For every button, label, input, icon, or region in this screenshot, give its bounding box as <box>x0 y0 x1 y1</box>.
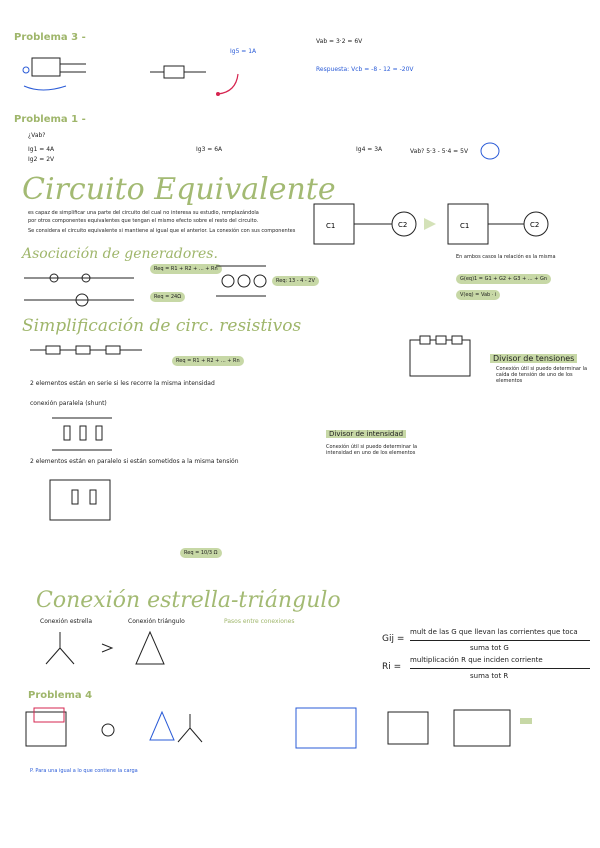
formula-gij-line <box>410 640 590 641</box>
formula-ri-label: Ri = <box>382 662 402 672</box>
intro-line-2: por otros componentes equivalentes que tengan el mismo efecto sobre el resto del circuito. <box>28 218 259 224</box>
eq-g-parallel: G(eq)1 = G1 + G2 + G3 + ... + Gn <box>456 274 551 284</box>
p1-ig4: Ig4 = 3A <box>356 146 383 153</box>
p1-ig2: Ig2 = 2V <box>28 156 55 163</box>
p1-ig1: Ig1 = 4A <box>28 146 55 153</box>
title-asociacion: Asociación de generadores. <box>22 246 218 262</box>
label-pasos: Pasos entre conexiones <box>224 618 295 625</box>
series-resistors <box>30 340 150 370</box>
generators-parallel <box>214 262 274 302</box>
eq-req-10-3: Req = 10/3 Ω <box>180 548 222 558</box>
svg-text:C1: C1 <box>460 222 470 230</box>
p1-result-circle <box>480 142 500 160</box>
p3-ig5: Ig5 = 1A <box>230 48 257 55</box>
p3-subcircuit <box>150 62 210 86</box>
parallel-title: conexión paralela (shunt) <box>30 400 107 407</box>
p4-note: P. Para una igual a lo que contiene la carga <box>30 768 138 774</box>
star-delta-diagram <box>40 630 180 670</box>
p1-question: ¿Vab? <box>28 132 46 139</box>
title-conexion: Conexión estrella-triángulo <box>36 588 341 613</box>
eq-serie-gen: Req = R1 + R2 + ... + Rn <box>150 264 222 274</box>
title-divisor-tension: Divisor de tensiones <box>490 354 577 363</box>
divider-circuit <box>406 336 476 380</box>
circuit-p3 <box>22 50 102 100</box>
p1-ig3: Ig3 = 6A <box>196 146 223 153</box>
label-estrella: Conexión estrella <box>40 618 93 625</box>
p3-answer: Vab = 3·2 = 6V <box>316 38 363 45</box>
both-cases-note: En ambos casos la relación es la misma <box>456 254 556 260</box>
formula-ri-num: multiplicación R que inciden corriente <box>410 656 543 664</box>
section-problema-3: Problema 3 - <box>14 32 86 43</box>
p3-arrow <box>214 72 244 102</box>
parallel-note: 2 elementos están en paralelo si están sometidos a la misma tensión <box>30 458 239 465</box>
section-problema-4: Problema 4 <box>28 690 93 701</box>
title-circuito-equivalente: Circuito Equivalente <box>22 172 336 207</box>
formula-gij-den: suma tot G <box>470 644 509 652</box>
divisor-intensidad-note: Conexión útil si puedo determinar la intensidad en uno de los elementos <box>326 444 418 456</box>
generators-series <box>24 270 144 310</box>
formula-ri-den: suma tot R <box>470 672 509 680</box>
intro-line-3: Se considera el circuito equivalente si mantiene al igual que el anterior. La conexión con sus componentes <box>28 228 296 234</box>
eq-v-eq: V(eq) = Vab · i <box>456 290 500 300</box>
equivalent-diagram <box>312 196 582 256</box>
formula-gij-num: mult de las G que llevan las corrientes que toca <box>410 628 578 636</box>
p3-response: Respuesta: Vcb = -8 - 12 = -20V <box>316 66 414 73</box>
p4-circuits <box>20 704 590 754</box>
divisor-tension-note: Conexión útil si puedo determinar la caída de tensión de uno de los elementos <box>496 366 588 384</box>
series-note: 2 elementos están en serie si les recorre la misma intensidad <box>30 380 215 387</box>
parallel-resistors <box>50 414 120 454</box>
svg-text:C1: C1 <box>326 222 336 230</box>
mixed-circuit <box>40 476 120 526</box>
formula-gij-label: Gij = <box>382 634 405 644</box>
label-triangulo: Conexión triángulo <box>128 618 185 625</box>
section-problema-1: Problema 1 - <box>14 114 86 125</box>
eq-req-serie: Req = R1 + R2 + ... + Rn <box>172 356 244 366</box>
p1-result: Vab? 5·3 - 5·4 = 5V <box>410 148 469 155</box>
formula-ri-line <box>410 668 590 669</box>
svg-text:C2: C2 <box>530 221 540 229</box>
intro-line-1: es capaz de simplificar una parte del circuito del cual no interesa su estudio, remplazándola <box>28 210 259 216</box>
eq-req-24: Req = 24Ω <box>150 292 185 302</box>
title-divisor-intensidad: Divisor de intensidad <box>326 430 406 438</box>
title-simplificacion: Simplificación de circ. resistivos <box>22 316 302 336</box>
svg-text:C2: C2 <box>398 221 408 229</box>
eq-req-13: Req: 13 - 4 - 2V <box>272 276 319 286</box>
